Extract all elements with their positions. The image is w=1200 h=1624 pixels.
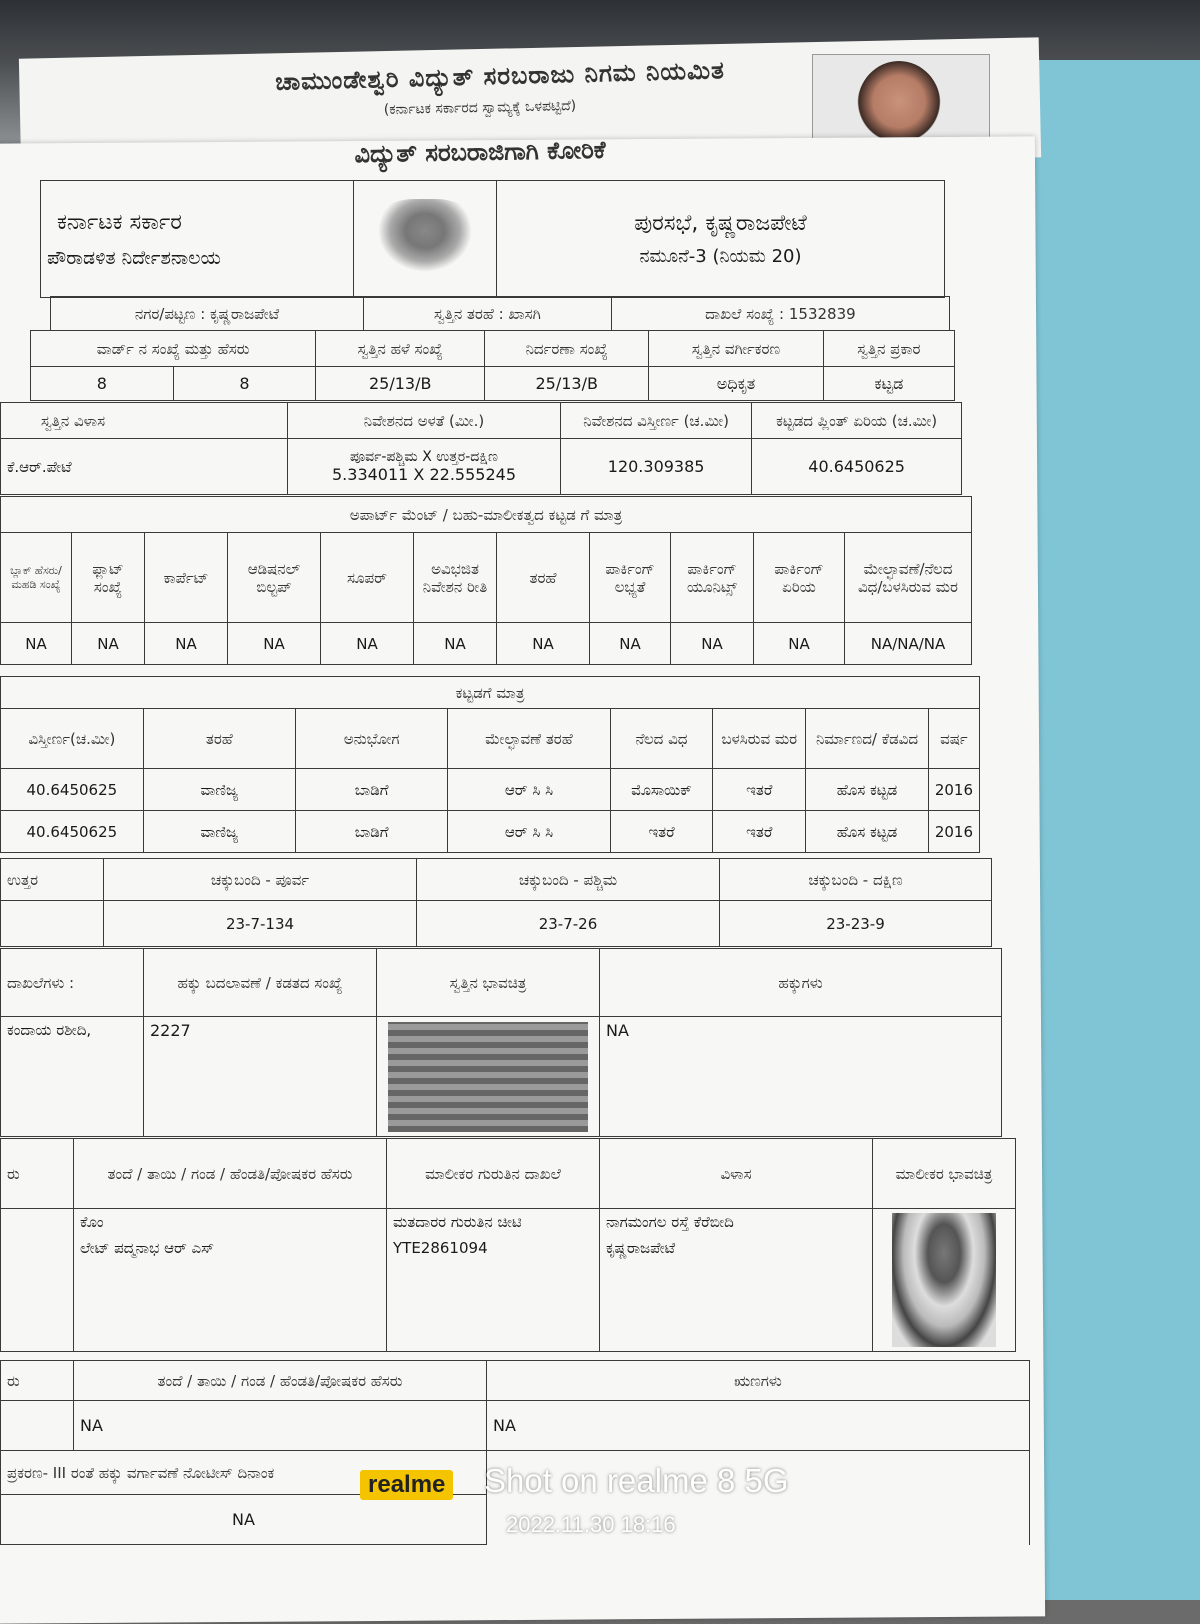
owner-address-header: ವಿಳಾಸ <box>600 1139 873 1209</box>
bld-cell: ವಾಣಿಜ್ಯ <box>143 811 295 853</box>
owner-name-cell <box>1 1209 74 1352</box>
apt-value: NA <box>754 623 845 665</box>
bld-cell: 2016 <box>928 811 979 853</box>
encumbrance-value: NA <box>487 1401 1030 1451</box>
municipality: ಪುರಸಭೆ, ಕೃಷ್ಣರಾಜಪೇಟೆ <box>634 211 807 236</box>
apt-roof-header: ಮೇಲ್ಛಾವಣೆ/ನೆಲದ ವಿಧ/ಬಳಸಿರುವ ಮರ <box>845 533 972 623</box>
encumbrance-header: ಋಣಗಳು <box>487 1361 1030 1401</box>
property-photo-header: ಸ್ವತ್ತಿನ ಭಾವಚಿತ್ರ <box>377 949 600 1017</box>
assess-no-header: ನಿರ್ದರಣಾ ಸಂಖ್ಯೆ <box>485 331 649 367</box>
boundary-table <box>0 858 992 947</box>
town: ನಗರ/ಪಟ್ಟಣ : ಕೃಷ್ಣರಾಜಪೇಟೆ <box>51 297 364 331</box>
request-title: ವಿದ್ಯುತ್ ಸರಬರಾಜಿಗಾಗಿ ಕೋರಿಕೆ <box>354 135 606 169</box>
address-table <box>0 402 962 495</box>
dimension-direction: ಪೂರ್ವ-ಪಶ್ಚಿಮ X ಉತ್ತರ-ದಕ್ಷಿಣ <box>350 449 498 465</box>
bld-construction-header: ನಿರ್ಮಾಣದ/ ಕೆಡವಿದ <box>806 709 929 769</box>
owner-relation: ಕೊಂ <box>80 1213 104 1231</box>
apt-type-header: ತರಹೆ <box>497 533 590 623</box>
apt-parking-area-header: ಪಾರ್ಕಿಂಗ್ ಏರಿಯ <box>754 533 845 623</box>
apt-value: NA <box>321 623 414 665</box>
building-table <box>0 676 980 853</box>
owner-id-number: YTE2861094 <box>393 1239 488 1257</box>
ward-table <box>30 330 955 401</box>
bld-cell: 40.6450625 <box>1 769 144 811</box>
bld-cell: 2016 <box>928 769 979 811</box>
apt-value: NA <box>1 623 72 665</box>
old-no-header: ಸ್ವತ್ತಿನ ಹಳೆ ಸಂಖ್ಯೆ <box>316 331 485 367</box>
apt-value: NA <box>590 623 671 665</box>
kind-header: ಸ್ವತ್ತಿನ ಪ್ರಕಾರ <box>823 331 954 367</box>
owner-id-type: ಮತದಾರರ ಗುರುತಿನ ಚೀಟಿ <box>393 1213 522 1231</box>
boundary-north-header: ಉತ್ತರ <box>1 859 104 901</box>
holder-name-cell <box>1 1401 74 1451</box>
file-no-header: ಹಕ್ಕು ಬದಲಾವಣೆ / ಕಡತದ ಸಂಖ್ಯೆ <box>144 949 377 1017</box>
notice-label: ಪ್ರಕರಣ- III ರಂತೆ ಹಕ್ಕು ವರ್ಗಾವಣೆ ನೋಟೀಸ್ ದಿನಾಂಕ <box>1 1451 487 1495</box>
apt-carpet-header: ಕಾರ್ಪೆಟ್ <box>145 533 228 623</box>
assessment-number: 25/13/B <box>485 367 649 401</box>
ward-header: ವಾರ್ಡ್ ನ ಸಂಖ್ಯೆ ಮತ್ತು ಹೆಸರು <box>31 331 316 367</box>
owner-name-header: ರು <box>1 1139 74 1209</box>
document-name: ಕಂದಾಯ ರಶೀದಿ, <box>1 1017 144 1137</box>
bld-cell: ಇತರೆ <box>610 811 713 853</box>
bld-roof-header: ಮೇಲ್ಛಾವಣೆ ತರಹೆ <box>448 709 610 769</box>
holder-parent-value: NA <box>74 1401 487 1451</box>
owner-photo <box>892 1213 996 1347</box>
rights-value: NA <box>600 1017 1002 1137</box>
bld-cell: 40.6450625 <box>1 811 144 853</box>
property-photo <box>388 1022 588 1132</box>
shot-on-text: Shot on realme 8 5G <box>484 1462 789 1499</box>
bld-cell: ಬಾಡಿಗೆ <box>295 811 447 853</box>
bld-floor-header: ನೆಲದ ವಿಧ <box>610 709 713 769</box>
owner-address-line1: ನಾಗಮಂಗಲ ರಸ್ತೆ ಕೆರೆಬೀದಿ <box>606 1213 734 1231</box>
address-label: ಸ್ವತ್ತಿನ ವಿಳಾಸ <box>1 403 288 439</box>
boundary-west-header: ಚಕ್ಕುಬಂದಿ - ಪಶ್ಚಿಮ <box>417 859 720 901</box>
bld-area-header: ವಿಸ್ತೀರ್ಣ(ಚ.ಮೀ) <box>1 709 144 769</box>
bld-year-header: ವರ್ಷ <box>928 709 979 769</box>
bld-cell: ಇತರೆ <box>713 769 806 811</box>
boundary-east: 23-7-134 <box>104 901 417 947</box>
apt-value: NA <box>497 623 590 665</box>
file-number: 2227 <box>144 1017 377 1137</box>
info-table <box>50 296 950 331</box>
apartment-title: ಅಪಾರ್ಟ್ ಮೆಂಟ್ / ಬಹು-ಮಾಲೀಕತ್ವದ ಕಟ್ಟಡ ಗೆ ಮಾತ್ರ <box>1 497 972 533</box>
camera-watermark <box>360 1462 860 1558</box>
apt-value: NA <box>671 623 754 665</box>
ward-name: 8 <box>173 367 316 401</box>
bld-cell: ಬಾಡಿಗೆ <box>295 769 447 811</box>
bld-wood-header: ಬಳಸಿರುವ ಮರ <box>713 709 806 769</box>
apt-super-header: ಸೂಪರ್ <box>321 533 414 623</box>
plinth-area-label: ಕಟ್ಟಡದ ಪ್ಲಿಂತ್ ಏರಿಯ (ಚ.ಮೀ) <box>752 403 962 439</box>
boundary-south-header: ಚಕ್ಕುಬಂದಿ - ದಕ್ಷಿಣ <box>720 859 992 901</box>
table-row <box>1 769 980 811</box>
bld-cell: ಆರ್ ಸಿ ಸಿ <box>448 811 610 853</box>
form-number: ನಮೂನೆ-3 (ನಿಯಮ 20) <box>639 246 802 267</box>
bld-cell: ಹೊಸ ಕಟ್ಟಡ <box>806 811 929 853</box>
documents-table <box>0 948 1002 1137</box>
apartment-table <box>0 496 972 665</box>
realme-logo: realme <box>360 1470 453 1500</box>
apt-undivided-header: ಅವಿಭಜಿತ ನಿವೇಶನ ರೀತಿ <box>414 533 497 623</box>
bld-cell: ವಾಣಿಜ್ಯ <box>143 769 295 811</box>
bld-cell: ಇತರೆ <box>713 811 806 853</box>
apt-parking-units-header: ಪಾರ್ಕಿಂಗ್ ಯೂನಿಟ್ಸ್ <box>671 533 754 623</box>
bld-cell: ಮೊಸಾಯಿಕ್ <box>610 769 713 811</box>
site-area-value: 120.309385 <box>561 439 752 495</box>
apt-value: NA <box>145 623 228 665</box>
table-row <box>1 811 980 853</box>
old-number: 25/13/B <box>316 367 485 401</box>
apt-value: NA/NA/NA <box>845 623 972 665</box>
building-title: ಕಟ್ಟಡಗೆ ಮಾತ್ರ <box>1 677 980 709</box>
owner-address-line2: ಕೃಷ್ಣರಾಜಪೇಟೆ <box>606 1239 676 1257</box>
gov-state: ಕರ್ನಾಟಕ ಸರ್ಕಾರ <box>57 209 182 235</box>
boundary-south: 23-23-9 <box>720 901 992 947</box>
address-value: ಕೆ.ಆರ್.ಪೇಟೆ <box>1 439 288 495</box>
top-title: ಚಾಮುಂಡೇಶ್ವರಿ ವಿದ್ಯುತ್ ಸರಬರಾಜು ನಿಗಮ ನಿಯಮಿತ <box>274 56 726 96</box>
apt-flat-header: ಫ್ಲಾಟ್ ಸಂಖ್ಯೆ <box>72 533 145 623</box>
holder-parent-header: ತಂದೆ / ತಾಯಿ / ಗಂಡ / ಹೆಂಡತಿ/ಪೋಷಕರ ಹೆಸರು <box>74 1361 487 1401</box>
shot-date: 2022.11.30 18:16 <box>506 1512 676 1537</box>
karnataka-emblem-icon <box>370 199 480 279</box>
plinth-area-value: 40.6450625 <box>752 439 962 495</box>
boundary-east-header: ಚಕ್ಕುಬಂದಿ - ಪೂರ್ವ <box>104 859 417 901</box>
bld-usage-header: ಅನುಭೋಗ <box>295 709 447 769</box>
bld-cell: ಹೊಸ ಕಟ್ಟಡ <box>806 769 929 811</box>
owner-table <box>0 1138 1016 1352</box>
gov-header-table <box>40 180 945 298</box>
owner-id-header: ಮಾಲೀಕರ ಗುರುತಿನ ದಾಖಲೆ <box>387 1139 600 1209</box>
site-area-label: ನಿವೇಶನದ ವಿಸ್ತೀರ್ಣ (ಚ.ಮೀ) <box>561 403 752 439</box>
property-kind: ಕಟ್ಟಡ <box>823 367 954 401</box>
owner-photo-header: ಮಾಲೀಕರ ಭಾವಚಿತ್ರ <box>873 1139 1016 1209</box>
boundary-north <box>1 901 104 947</box>
boundary-west: 23-7-26 <box>417 901 720 947</box>
apt-value: NA <box>414 623 497 665</box>
apt-value: NA <box>72 623 145 665</box>
bld-type-header: ತರಹೆ <box>143 709 295 769</box>
apt-value: NA <box>228 623 321 665</box>
gov-directorate: ಪೌರಾಡಳಿತ ನಿರ್ದೇಶನಾಲಯ <box>47 246 221 269</box>
bld-cell: ಆರ್ ಸಿ ಸಿ <box>448 769 610 811</box>
rights-header: ಹಕ್ಕುಗಳು <box>600 949 1002 1017</box>
dimension-value: 5.334011 X 22.555245 <box>332 465 516 484</box>
record-number: ದಾಖಲೆ ಸಂಖ್ಯೆ : 1532839 <box>611 297 949 331</box>
holder-name-header: ರು <box>1 1361 74 1401</box>
documents-header: ದಾಖಲೆಗಳು : <box>1 949 144 1017</box>
owner-parent-name: ಲೇಟ್ ಪದ್ಮನಾಭ ಆರ್ ಎಸ್ <box>80 1239 215 1257</box>
classification-header: ಸ್ವತ್ತಿನ ವರ್ಗೀಕರಣ <box>649 331 823 367</box>
ward-number: 8 <box>31 367 174 401</box>
apt-parking-avail-header: ಪಾರ್ಕಿಂಗ್ ಲಭ್ಯತೆ <box>590 533 671 623</box>
apt-block-header: ಬ್ಲಾಕ್ ಹೆಸರು/ ಮಹಡಿ ಸಂಖ್ಯೆ <box>1 533 72 623</box>
notice-value: NA <box>1 1495 487 1545</box>
top-subtitle: (ಕರ್ನಾಟಕ ಸರ್ಕಾರದ ಸ್ವಾಮ್ಯಕ್ಕೆ ಒಳಪಟ್ಟಿದೆ) <box>383 97 577 119</box>
apt-additional-header: ಆಡಿಷನಲ್ ಬಿಲ್ಟಪ್ <box>228 533 321 623</box>
property-type: ಸ್ವತ್ತಿನ ತರಹೆ : ಖಾಸಗಿ <box>364 297 612 331</box>
owner-parent-header: ತಂದೆ / ತಾಯಿ / ಗಂಡ / ಹೆಂಡತಿ/ಪೋಷಕರ ಹೆಸರು <box>74 1139 387 1209</box>
classification: ಅಧಿಕೃತ <box>649 367 823 401</box>
dimension-label: ನಿವೇಶನದ ಅಳತೆ (ಮೀ.) <box>288 403 561 439</box>
